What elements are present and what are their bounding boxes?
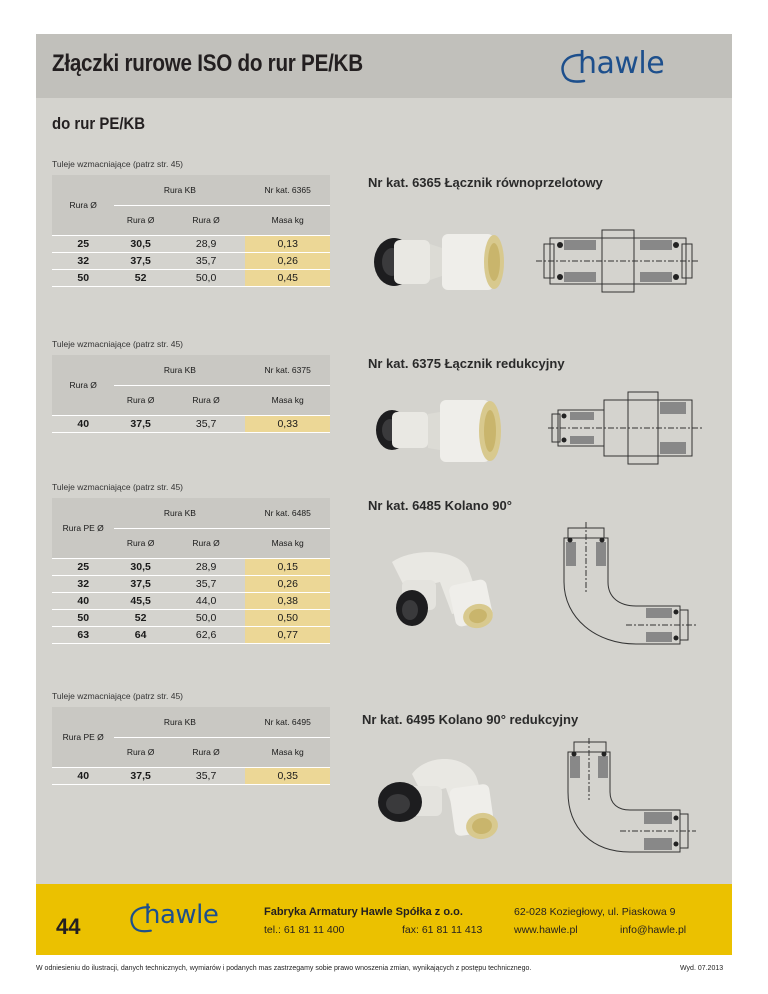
company-address: 62-028 Koziegłowy, ul. Piaskowa 9	[514, 906, 676, 918]
cell-mass: 0,77	[245, 626, 330, 643]
sleeve-note: Tuleje wzmacniające (patrz str. 45)	[52, 482, 184, 492]
cell-pipe: 63	[52, 626, 114, 643]
sub-header-mass: Masa kg	[245, 737, 330, 767]
cell-b: 62,6	[167, 626, 246, 643]
table-row	[52, 609, 330, 626]
table-row	[52, 592, 330, 609]
table-row	[52, 575, 330, 592]
footer-hawle-logo	[122, 900, 252, 938]
cell-pipe: 25	[52, 235, 114, 252]
sleeve-note: Tuleje wzmacniające (patrz str. 45)	[52, 691, 184, 701]
cell-pipe: 40	[52, 592, 114, 609]
logo-text: hawle	[578, 46, 665, 81]
cell-b: 35,7	[167, 575, 246, 592]
col-kb-header: Rura KB	[114, 498, 245, 528]
cell-mass: 0,13	[245, 235, 330, 252]
col-cat-header: Nr kat. 6495	[245, 707, 330, 737]
col-kb-header: Rura KB	[114, 355, 245, 385]
col-cat-header: Nr kat. 6485	[245, 498, 330, 528]
cell-a: 52	[114, 269, 166, 286]
cell-mass: 0,33	[245, 415, 330, 432]
sub-header-b: Rura Ø	[167, 205, 246, 235]
col-pipe-header: Rura PE Ø	[52, 498, 114, 558]
table-row	[52, 235, 330, 252]
product-photo-6375	[372, 384, 512, 474]
table-row	[52, 252, 330, 269]
technical-drawing-6495	[556, 738, 696, 856]
cell-pipe: 32	[52, 252, 114, 269]
cell-a: 52	[114, 609, 166, 626]
cell-a: 37,5	[114, 415, 166, 432]
cell-a: 37,5	[114, 575, 166, 592]
table-row	[52, 767, 330, 784]
col-pipe-header: Rura PE Ø	[52, 707, 114, 767]
cell-b: 28,9	[167, 558, 246, 575]
col-kb-header: Rura KB	[114, 707, 245, 737]
col-kb-header: Rura KB	[114, 175, 245, 205]
cell-mass: 0,50	[245, 609, 330, 626]
cell-b: 28,9	[167, 235, 246, 252]
sub-header-mass: Masa kg	[245, 385, 330, 415]
cell-mass: 0,26	[245, 252, 330, 269]
cell-pipe: 32	[52, 575, 114, 592]
cell-b: 50,0	[167, 269, 246, 286]
cell-mass: 0,35	[245, 767, 330, 784]
product-photo-6485	[372, 538, 502, 638]
sub-header-b: Rura Ø	[167, 737, 246, 767]
sub-header-b: Rura Ø	[167, 385, 246, 415]
table-row	[52, 415, 330, 432]
col-pipe-header: Rura Ø	[52, 355, 114, 415]
product-title-6365: Nr kat. 6365 Łącznik równoprzelotowy	[368, 175, 603, 190]
sub-header-b: Rura Ø	[167, 528, 246, 558]
cell-mass: 0,38	[245, 592, 330, 609]
cell-a: 30,5	[114, 235, 166, 252]
spec-table-6365	[52, 175, 330, 287]
legal-disclaimer: W odniesieniu do ilustracji, danych technicznych, wymiarów i podanych mas zastrzegamy sobie prawo wnoszenia zmian, wynikających z postępu technicznego.	[36, 965, 532, 972]
technical-drawing-6365	[536, 222, 700, 300]
sleeve-note: Tuleje wzmacniające (patrz str. 45)	[52, 159, 184, 169]
cell-b: 44,0	[167, 592, 246, 609]
col-cat-header: Nr kat. 6365	[245, 175, 330, 205]
cell-pipe: 25	[52, 558, 114, 575]
cell-b: 35,7	[167, 415, 246, 432]
page-number: 44	[56, 914, 81, 939]
company-email[interactable]: info@hawle.pl	[620, 924, 687, 936]
page-title: Złączki rurowe ISO do rur PE/KB	[52, 50, 363, 77]
company-website[interactable]: www.hawle.pl	[514, 924, 578, 936]
cell-a: 45,5	[114, 592, 166, 609]
section-subtitle: do rur PE/KB	[52, 114, 146, 133]
cell-a: 37,5	[114, 767, 166, 784]
cell-mass: 0,26	[245, 575, 330, 592]
cell-pipe: 40	[52, 767, 114, 784]
catalog-page	[36, 34, 732, 955]
sleeve-note: Tuleje wzmacniające (patrz str. 45)	[52, 339, 184, 349]
company-name: Fabryka Armatury Hawle Spółka z o.o.	[264, 906, 463, 918]
cell-a: 37,5	[114, 252, 166, 269]
technical-drawing-6485	[556, 522, 696, 648]
sub-header-mass: Masa kg	[245, 205, 330, 235]
cell-pipe: 50	[52, 609, 114, 626]
table-row	[52, 626, 330, 643]
cell-pipe: 50	[52, 269, 114, 286]
cell-mass: 0,15	[245, 558, 330, 575]
sub-header-a: Rura Ø	[114, 385, 166, 415]
spec-table-6375	[52, 355, 330, 433]
cell-a: 30,5	[114, 558, 166, 575]
product-title-6495: Nr kat. 6495 Kolano 90° redukcyjny	[362, 712, 579, 727]
cell-b: 35,7	[167, 767, 246, 784]
edition-label: Wyd. 07.2013	[680, 965, 724, 972]
cell-b: 35,7	[167, 252, 246, 269]
product-photo-6495	[368, 746, 508, 850]
table-row	[52, 558, 330, 575]
spec-table-6495	[52, 707, 330, 785]
company-phone: tel.: 61 81 11 400	[264, 924, 345, 936]
technical-drawing-6375	[548, 388, 704, 468]
hawle-logo	[552, 48, 702, 88]
sub-header-a: Rura Ø	[114, 528, 166, 558]
product-title-6375: Nr kat. 6375 Łącznik redukcyjny	[368, 356, 565, 371]
cell-mass: 0,45	[245, 269, 330, 286]
footer-logo-text: hawle	[144, 900, 219, 930]
col-pipe-header: Rura Ø	[52, 175, 114, 235]
spec-table-6485	[52, 498, 330, 644]
cell-b: 50,0	[167, 609, 246, 626]
sub-header-a: Rura Ø	[114, 205, 166, 235]
page-footer	[36, 884, 732, 955]
cell-pipe: 40	[52, 415, 114, 432]
product-photo-6365	[372, 214, 512, 306]
table-row	[52, 269, 330, 286]
sub-header-mass: Masa kg	[245, 528, 330, 558]
company-fax: fax: 61 81 11 413	[402, 924, 483, 936]
product-title-6485: Nr kat. 6485 Kolano 90°	[368, 498, 512, 513]
col-cat-header: Nr kat. 6375	[245, 355, 330, 385]
page-header	[36, 34, 732, 98]
sub-header-a: Rura Ø	[114, 737, 166, 767]
cell-a: 64	[114, 626, 166, 643]
